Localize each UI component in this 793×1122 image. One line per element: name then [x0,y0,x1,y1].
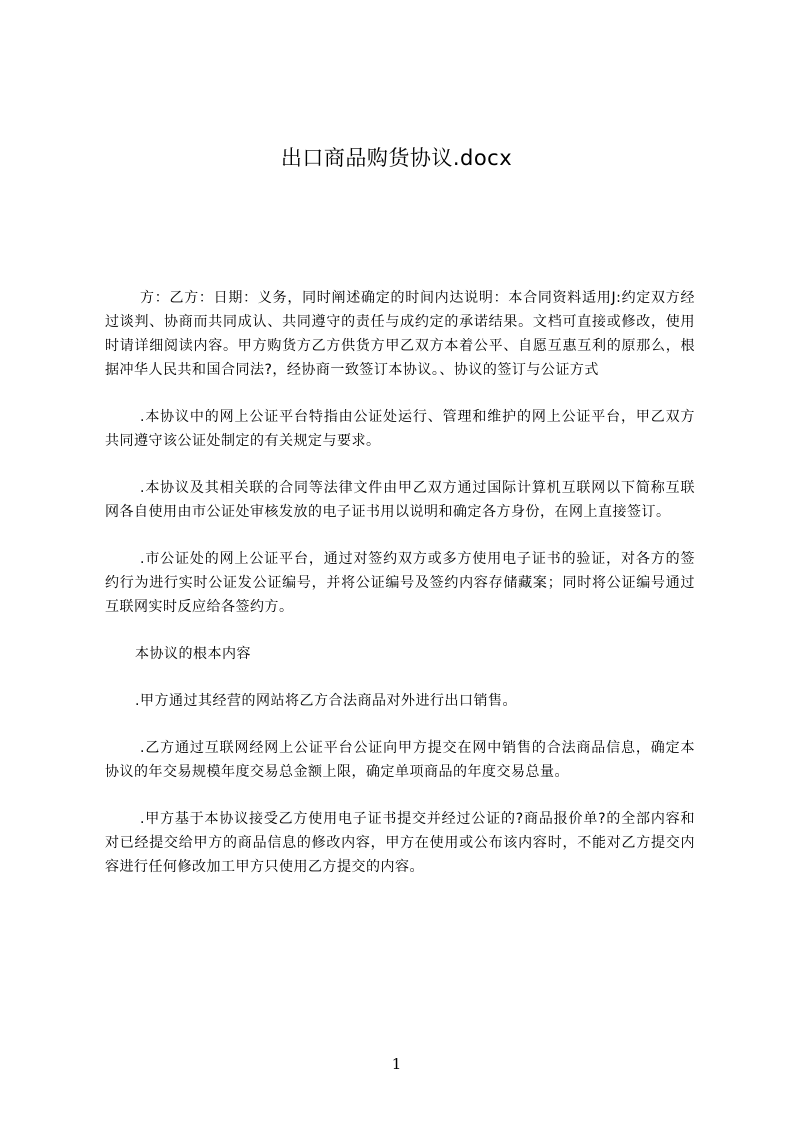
paragraph-gap [105,784,695,807]
paragraph-gap [105,666,695,689]
paragraph-gap [105,524,695,547]
paragraph-gap [105,453,695,476]
section-heading-basic-content: 本协议的根本内容 [135,646,251,662]
paragraph-gap [105,619,695,642]
paragraph-product-information: .乙方通过互联网经网上公证平台公证向甲方提交在网中销售的合法商品信息，确定本协议的年交易规模年度交易总金额上限，确定单项商品的年度交易总量。 [105,740,695,780]
document-title: 出口商品购货协议.docx [280,146,513,170]
document-body [105,286,695,879]
paragraph-gap [105,382,695,405]
page-number: 1 [391,1055,402,1073]
paragraph-platform-definition: .本协议中的网上公证平台特指由公证处运行、管理和维护的网上公证平台，甲乙双方共同遵守该公证处制定的有关规定与要求。 [105,409,695,449]
paragraph-gap [105,713,695,736]
paragraph-export-sales: .甲方通过其经营的网站将乙方合法商品对外进行出口销售。 [135,693,517,709]
paragraph-price-list-content: .甲方基于本协议接受乙方使用电子证书提交并经过公证的?商品报价单?的全部内容和对已经提交给甲方的商品信息的修改内容，甲方在使用或公布该内容时，不能对乙方提交内容进行任何修改加工甲方只使用乙方提交的内容。 [105,811,695,875]
paragraph-notarization: .市公证处的网上公证平台，通过对签约双方或多方使用电子证书的验证，对各方的签约行为进行实时公证发公证编号，并将公证编号及签约内容存储藏案；同时将公证编号通过互联网实时反应给各签约方。 [105,551,695,615]
paragraph-online-signing: .本协议及其相关联的合同等法律文件由甲乙双方通过国际计算机互联网以下简称互联网各自使用由市公证处审核发放的电子证书用以说明和确定各方身份，在网上直接签订。 [105,480,695,520]
paragraph-intro: 方：乙方：日期：义务，同时阐述确定的时间内达说明：本合同资料适用J:约定双方经过谈判、协商而共同成认、共同遵守的责任与成约定的承诺结果。文档可直接或修改，使用时请详细阅读内容。甲方购货方乙方供货方甲乙双方本着公平、自愿互惠互利的原那么，根据冲华人民共和国合同法?，经协商一致签订本协议。、协议的签订与公证方式 [105,290,695,378]
